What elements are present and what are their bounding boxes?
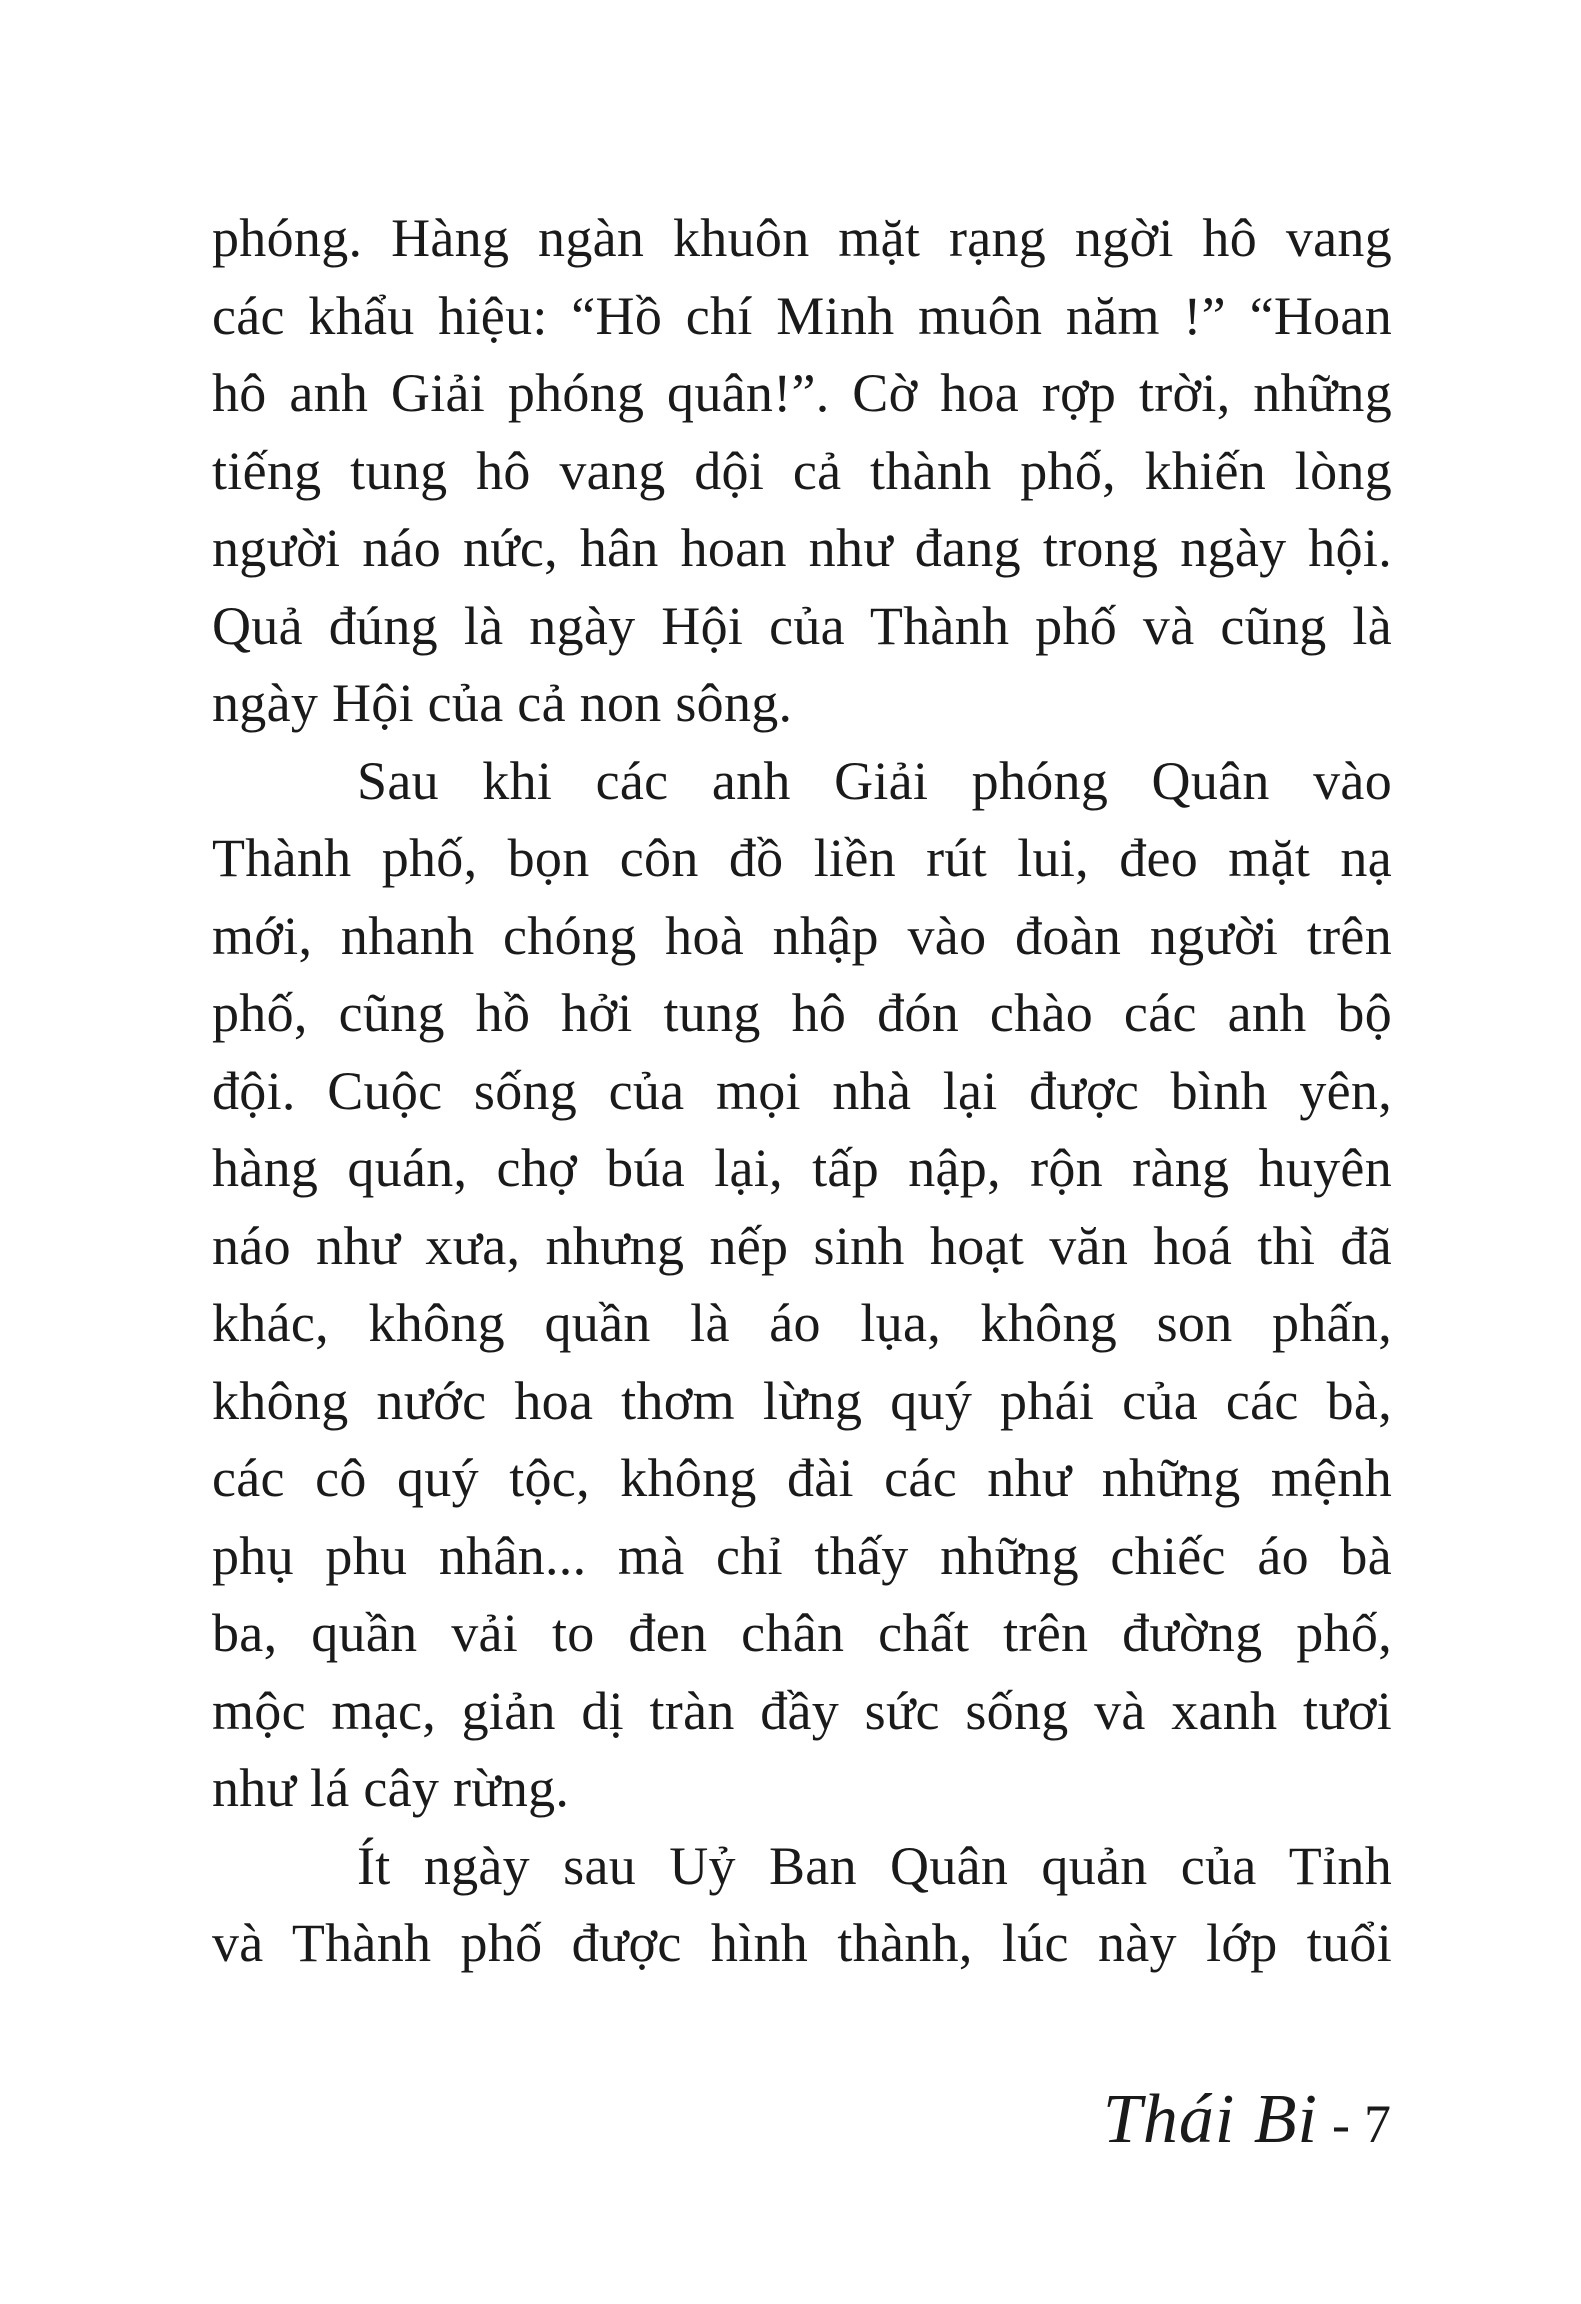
footer-separator: -: [1332, 2094, 1350, 2154]
text-line: phụ phu nhân... mà chỉ thấy những chiếc áo bà: [212, 1525, 1392, 1586]
text-line: phố, cũng hồ hởi tung hô đón chào các anh bộ: [212, 983, 1392, 1043]
text-line: mới, nhanh chóng hoà nhập vào đoàn người trên: [212, 905, 1392, 966]
text-line: Quả đúng là ngày Hội của Thành phố và cũng là: [212, 595, 1392, 656]
paragraph-2: [212, 743, 1392, 1828]
text-line: đội. Cuộc sống của mọi nhà lại được bình yên,: [212, 1060, 1392, 1121]
text-line: tiếng tung hô vang dội cả thành phố, khiến lòng: [212, 440, 1392, 501]
body-text: [212, 200, 1392, 1983]
text-line: phóng. Hàng ngàn khuôn mặt rạng ngời hô vang: [212, 208, 1392, 268]
page-footer: [1103, 2080, 1391, 2170]
text-line: như lá cây rừng.: [212, 1758, 570, 1818]
text-line: ba, quần vải to đen chân chất trên đường phố,: [212, 1603, 1392, 1663]
paragraph-1: [212, 200, 1392, 743]
book-title-signature: Thái Bi: [1102, 2081, 1319, 2158]
text-line: Thành phố, bọn côn đồ liền rút lui, đeo mặt nạ: [212, 828, 1392, 888]
text-line: và Thành phố được hình thành, lúc này lớp tuổi: [212, 1913, 1392, 1973]
paragraph-3: [212, 1828, 1392, 1983]
text-line: Sau khi các anh Giải phóng Quân vào: [357, 750, 1392, 811]
text-line: hàng quán, chợ búa lại, tấp nập, rộn ràng huyên: [212, 1138, 1392, 1198]
text-line: người náo nức, hân hoan như đang trong ngày hội.: [212, 518, 1392, 578]
text-line: ngày Hội của cả non sông.: [212, 673, 793, 733]
text-line: các khẩu hiệu: “Hồ chí Minh muôn năm !” “Hoan: [212, 285, 1392, 346]
text-line: không nước hoa thơm lừng quý phái của các bà,: [212, 1370, 1392, 1431]
page-number: 7: [1364, 2094, 1391, 2154]
text-line: mộc mạc, giản dị tràn đầy sức sống và xanh tươi: [212, 1680, 1392, 1741]
text-line: hô anh Giải phóng quân!”. Cờ hoa rợp trời, những: [212, 363, 1392, 423]
text-line: khác, không quần là áo lụa, không son phấn,: [212, 1293, 1392, 1353]
text-line: các cô quý tộc, không đài các như những mệnh: [212, 1448, 1392, 1508]
text-line: náo như xưa, nhưng nếp sinh hoạt văn hoá thì đã: [212, 1215, 1392, 1276]
text-line: Ít ngày sau Uỷ Ban Quân quản của Tỉnh: [357, 1835, 1392, 1896]
